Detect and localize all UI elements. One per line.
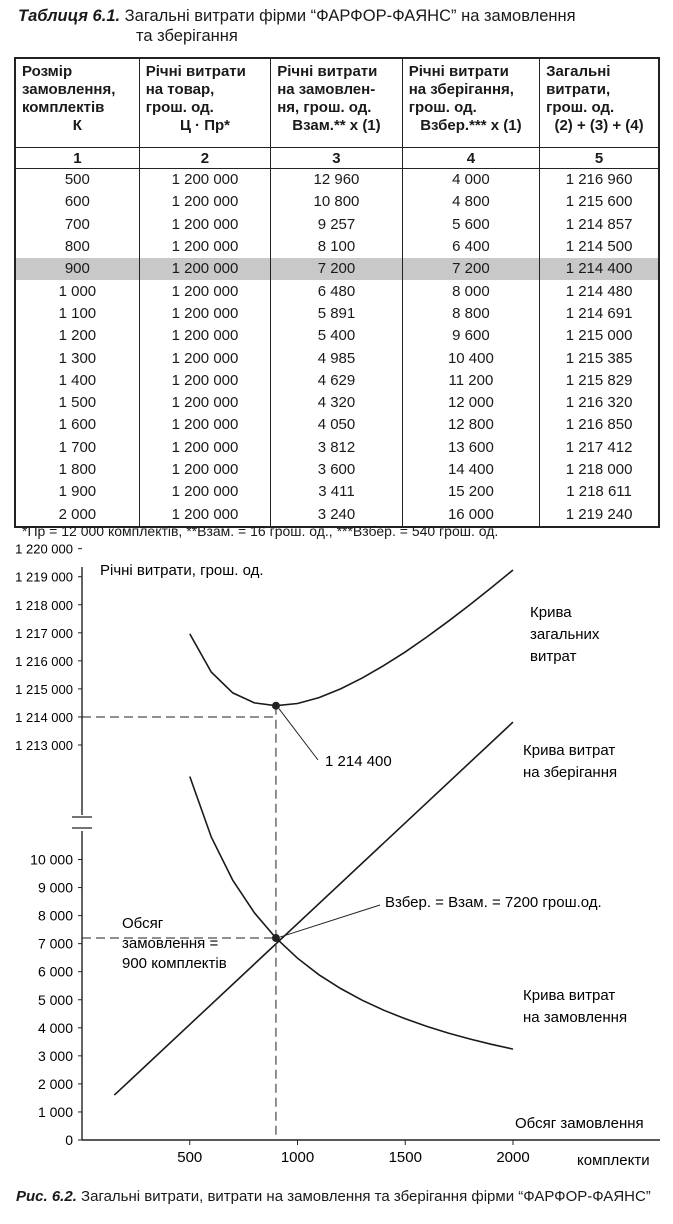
table-cell: 3 812 <box>271 437 402 459</box>
table-cell: 1 217 412 <box>540 437 659 459</box>
header-formula: Взам.** х (1) <box>292 117 381 134</box>
table-row <box>15 392 659 414</box>
header-line: грош. од. <box>546 99 615 116</box>
y-axis-label: Річні витрати, грош. од. <box>100 562 264 579</box>
table-cell: 1 200 000 <box>139 347 270 369</box>
header-line: грош. од. <box>145 99 214 116</box>
table-cell: 11 200 <box>402 370 539 392</box>
table-cell: 12 960 <box>271 169 402 192</box>
table-cell: 1 200 <box>15 325 139 347</box>
table-cell: 1 100 <box>15 303 139 325</box>
table-row <box>15 325 659 347</box>
table-cell: 1 214 500 <box>540 236 659 258</box>
table-cell: 1 700 <box>15 437 139 459</box>
table-cell: 1 200 000 <box>139 169 270 192</box>
y-tick-label: 1 220 000 <box>15 541 73 557</box>
y-tick-label: 3 000 <box>37 1047 73 1064</box>
column-number: 4 <box>402 148 539 169</box>
table-cell: 1 200 000 <box>139 392 270 414</box>
table-cell: 1 200 000 <box>139 503 270 526</box>
table-cell: 1 215 385 <box>540 347 659 369</box>
costs-table <box>14 57 660 528</box>
x-tick-label: 500 <box>177 1149 203 1166</box>
table-caption-label: Таблиця 6.1. <box>18 7 121 25</box>
x-axis-label: Обсяг замовлення <box>515 1115 644 1132</box>
column-header-4 <box>402 58 539 148</box>
table-cell: 1 215 600 <box>540 191 659 213</box>
total-curve-label: Крива <box>530 604 572 621</box>
header-line: на замовлен- <box>277 81 376 98</box>
y-tick-label: 6 000 <box>37 963 73 980</box>
table-cell: 2 000 <box>15 503 139 526</box>
table-cell: 15 200 <box>402 481 539 503</box>
table-cell: 900 <box>15 258 139 280</box>
table-row <box>15 370 659 392</box>
header-line: Річні витрати <box>277 63 378 80</box>
table-cell: 3 411 <box>271 481 402 503</box>
table-cell: 1 214 400 <box>540 258 659 280</box>
table-caption-text: Загальні витрати фірми “ФАРФОР-ФАЯНС” на замовлення <box>124 7 576 25</box>
header-row <box>15 58 659 148</box>
header-line: Загальні <box>546 63 611 80</box>
table-cell: 3 240 <box>271 503 402 526</box>
table-cell: 8 000 <box>402 280 539 302</box>
table-cell: 1 600 <box>15 414 139 436</box>
y-tick-label: 1 216 000 <box>15 653 73 669</box>
y-tick-label: 10 000 <box>30 851 73 868</box>
table-cell: 14 400 <box>402 459 539 481</box>
table-row <box>15 347 659 369</box>
table-cell: 1 219 240 <box>540 503 659 526</box>
table-row <box>15 414 659 436</box>
table-cell: 1 200 000 <box>139 325 270 347</box>
table-cell: 3 600 <box>271 459 402 481</box>
table-cell: 1 500 <box>15 392 139 414</box>
table-cell: 1 200 000 <box>139 303 270 325</box>
table-cell: 700 <box>15 214 139 236</box>
column-header-2 <box>139 58 270 148</box>
ordering-curve-label: Крива витрат <box>523 987 616 1004</box>
column-number: 1 <box>15 148 139 169</box>
column-header-1 <box>15 58 139 148</box>
header-formula: (2) + (3) + (4) <box>554 117 644 134</box>
table-cell: 9 600 <box>402 325 539 347</box>
table-row <box>15 191 659 213</box>
table-cell: 7 200 <box>402 258 539 280</box>
table-cell: 1 218 000 <box>540 459 659 481</box>
min-total-leader <box>279 709 318 760</box>
column-number: 2 <box>139 148 270 169</box>
y-tick-label: 1 218 000 <box>15 597 73 613</box>
table-cell: 1 000 <box>15 280 139 302</box>
table-row <box>15 481 659 503</box>
table-row <box>15 258 659 280</box>
header-formula: К <box>72 117 82 134</box>
y-tick-label: 1 217 000 <box>15 625 73 641</box>
table-cell: 4 985 <box>271 347 402 369</box>
table-cell: 4 000 <box>402 169 539 192</box>
optimum-label: 900 комплектів <box>122 955 227 972</box>
y-tick-label: 1 215 000 <box>15 681 73 697</box>
table-cell: 600 <box>15 191 139 213</box>
table-cell: 1 300 <box>15 347 139 369</box>
optimum-label: замовлення = <box>122 935 219 952</box>
header-line: на зберігання, <box>408 81 514 98</box>
column-number-row <box>15 148 659 169</box>
table-footnote: *Пр = 12 000 комплектів, **Взам. = 16 грош. од., ***Взбер. = 540 грош. од. <box>22 523 499 539</box>
total-cost-curve <box>190 570 513 706</box>
total-curve-label: витрат <box>530 648 577 665</box>
x-axis-unit: комплекти <box>577 1152 650 1169</box>
x-tick-label: 2000 <box>496 1149 530 1166</box>
y-tick-label: 8 000 <box>37 907 73 924</box>
table-row <box>15 437 659 459</box>
table-cell: 1 200 000 <box>139 481 270 503</box>
table-cell: 8 800 <box>402 303 539 325</box>
table-cell: 12 000 <box>402 392 539 414</box>
table-caption <box>18 6 668 46</box>
table-cell: 1 215 829 <box>540 370 659 392</box>
cost-chart <box>0 541 673 1185</box>
y-tick-label: 9 000 <box>37 879 73 896</box>
table-row <box>15 280 659 302</box>
table-cell: 12 800 <box>402 414 539 436</box>
table-cell: 8 100 <box>271 236 402 258</box>
table-cell: 16 000 <box>402 503 539 526</box>
y-tick-label: 1 214 000 <box>15 709 73 725</box>
table-caption-text-2: та зберігання <box>136 27 238 45</box>
table-cell: 1 800 <box>15 459 139 481</box>
total-curve-label: загальних <box>530 626 600 643</box>
table-cell: 9 257 <box>271 214 402 236</box>
x-tick-label: 1500 <box>388 1149 422 1166</box>
table-cell: 13 600 <box>402 437 539 459</box>
table-cell: 1 214 480 <box>540 280 659 302</box>
table-cell: 4 629 <box>271 370 402 392</box>
table-row <box>15 459 659 481</box>
column-header-3 <box>271 58 402 148</box>
ordering-curve-label: на замовлення <box>523 1009 628 1026</box>
min-total-point <box>272 702 280 710</box>
header-formula: Взбер.*** х (1) <box>420 117 522 134</box>
table-row <box>15 236 659 258</box>
table-cell: 4 320 <box>271 392 402 414</box>
y-tick-label: 1 213 000 <box>15 738 73 753</box>
header-line: грош. од. <box>408 99 477 116</box>
header-line: комплектів <box>22 99 105 116</box>
table-cell: 1 216 320 <box>540 392 659 414</box>
storage-curve-label: на зберігання <box>523 764 618 781</box>
table-cell: 4 050 <box>271 414 402 436</box>
figure-caption <box>16 1188 651 1205</box>
table-cell: 5 891 <box>271 303 402 325</box>
header-line: витрати, <box>546 81 611 98</box>
header-formula: Ц · Пр* <box>179 117 231 134</box>
table-cell: 1 200 000 <box>139 414 270 436</box>
table-cell: 1 216 960 <box>540 169 659 192</box>
table-cell: 1 216 850 <box>540 414 659 436</box>
header-line: Розмір <box>22 63 73 80</box>
table-cell: 1 200 000 <box>139 236 270 258</box>
table-cell: 7 200 <box>271 258 402 280</box>
table-cell: 1 218 611 <box>540 481 659 503</box>
table-cell: 1 200 000 <box>139 191 270 213</box>
header-line: замовлення, <box>22 81 116 98</box>
table-cell: 10 400 <box>402 347 539 369</box>
table-cell: 10 800 <box>271 191 402 213</box>
table-body <box>15 169 659 527</box>
table-cell: 1 400 <box>15 370 139 392</box>
table-cell: 4 800 <box>402 191 539 213</box>
table-cell: 1 900 <box>15 481 139 503</box>
ordering-cost-curve <box>190 777 513 1050</box>
figure-caption-label: Рис. 6.2. <box>16 1188 77 1205</box>
table-cell: 500 <box>15 169 139 192</box>
table-cell: 1 200 000 <box>139 437 270 459</box>
min-total-label: 1 214 400 <box>325 753 392 770</box>
equality-label: Взбер. = Взам. = 7200 грош.од. <box>385 894 602 911</box>
table-row <box>15 303 659 325</box>
column-header-5 <box>540 58 659 148</box>
x-tick-label: 1000 <box>280 1149 315 1166</box>
equality-leader <box>280 905 380 937</box>
table-cell: 800 <box>15 236 139 258</box>
table-cell: 1 200 000 <box>139 280 270 302</box>
table-cell: 6 480 <box>271 280 402 302</box>
header-line: Річні витрати <box>408 63 509 80</box>
y-tick-label: 5 000 <box>37 991 73 1008</box>
table-cell: 1 215 000 <box>540 325 659 347</box>
table-cell: 1 200 000 <box>139 214 270 236</box>
table-cell: 1 200 000 <box>139 370 270 392</box>
equality-point <box>272 934 280 942</box>
table-cell: 1 214 691 <box>540 303 659 325</box>
table-cell: 1 200 000 <box>139 459 270 481</box>
table-cell: 1 200 000 <box>139 258 270 280</box>
y-tick-label: 7 000 <box>37 935 73 952</box>
header-line: Річні витрати <box>145 63 246 80</box>
figure-caption-text: Загальні витрати, витрати на замовлення та зберігання фірми “ФАРФОР-ФАЯНС” <box>81 1188 651 1205</box>
table-row <box>15 214 659 236</box>
y-tick-label: 1 000 <box>37 1103 73 1120</box>
y-tick-label: 4 000 <box>37 1019 73 1036</box>
header-line: ня, грош. од. <box>277 99 372 116</box>
column-number: 3 <box>271 148 402 169</box>
table-row <box>15 169 659 192</box>
column-number: 5 <box>540 148 659 169</box>
storage-curve-label: Крива витрат <box>523 742 616 759</box>
y-tick-label: 0 <box>65 1132 73 1148</box>
table-cell: 1 214 857 <box>540 214 659 236</box>
y-tick-label: 2 000 <box>37 1075 73 1092</box>
table-cell: 6 400 <box>402 236 539 258</box>
y-tick-label: 1 219 000 <box>15 569 73 585</box>
table-cell: 5 600 <box>402 214 539 236</box>
table-cell: 5 400 <box>271 325 402 347</box>
optimum-label: Обсяг <box>122 915 164 932</box>
header-line: на товар, <box>145 81 215 98</box>
